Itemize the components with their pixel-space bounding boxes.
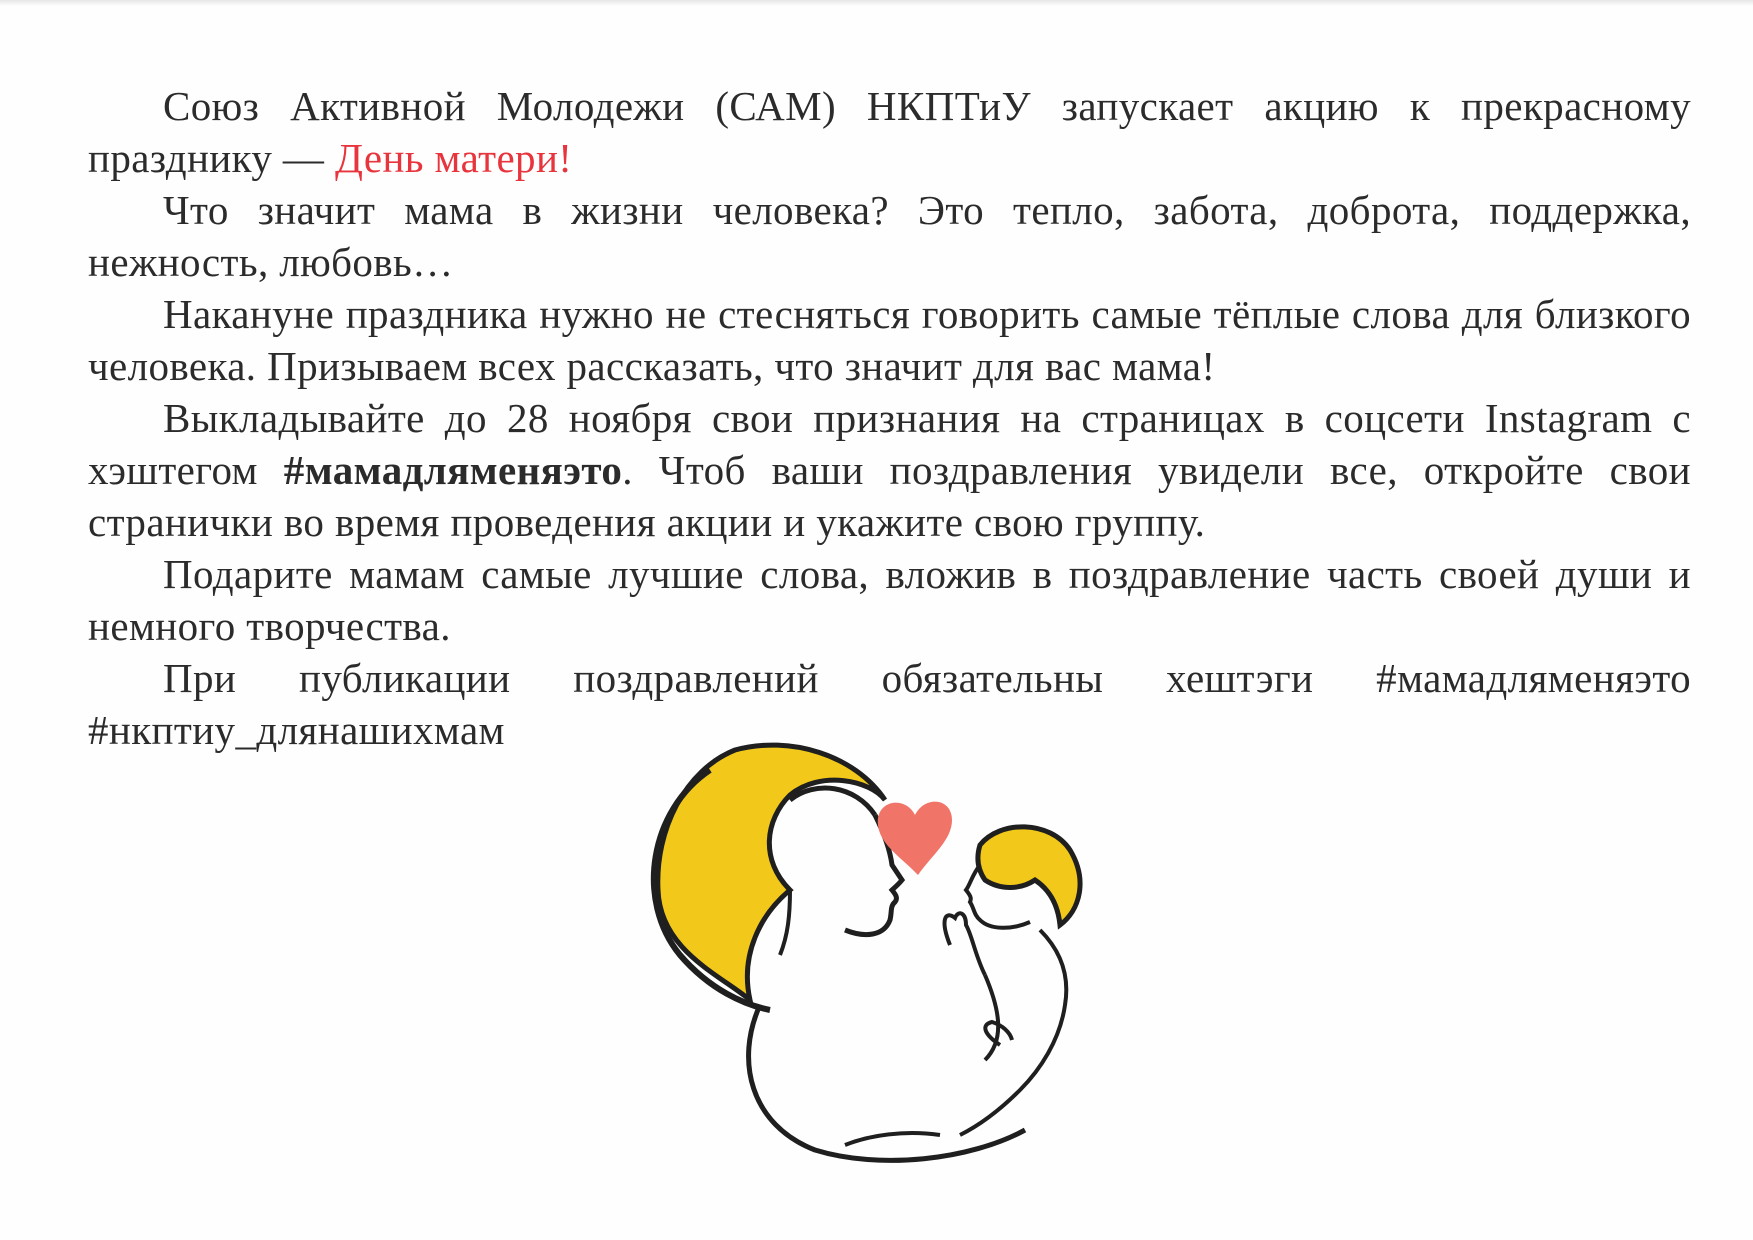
paragraph-instructions (88, 392, 1691, 548)
mothers-day-highlight: День матери! (334, 135, 573, 181)
paragraph-intro (88, 80, 1691, 184)
child-raised-hand (945, 913, 985, 975)
instructions-text-before: Выкладывайте до 28 ноября свои признания на страницах в соцсети Instagram с хэштегом (88, 395, 1691, 493)
heart-icon (878, 802, 952, 875)
scan-edge (0, 0, 1753, 6)
mother-hand (845, 1133, 940, 1145)
paragraph-meaning: Что значит мама в жизни человека? Это тепло, забота, доброта, поддержка, нежность, любовь… (88, 187, 1691, 285)
paragraph-gift: Подарите мамам самые лучшие слова, вложив в поздравление часть своей души и немного творчества. (88, 551, 1691, 649)
intro-text: Союз Активной Молодежи (САМ) НКПТиУ запускает акцию к прекрасному празднику — (88, 83, 1691, 181)
paragraph-call: Накануне праздника нужно не стесняться говорить самые тёплые слова для близкого человека. Призываем всех рассказать, что значит для вас мама! (88, 291, 1691, 389)
hashtag-bold: #мамадляменяэто (283, 447, 623, 493)
paragraph-hashtags: При публикации поздравлений обязательны хештэги #мамадляменяэто #нкптиу_длянашихмам (88, 655, 1691, 753)
child-body (960, 930, 1066, 1135)
announcement-text (88, 80, 1691, 756)
child-hair (978, 827, 1080, 925)
mother-and-child-illustration (640, 740, 1160, 1180)
child-belly (985, 975, 998, 1060)
mother-hair-inner-stroke (790, 788, 875, 815)
instructions-text-after: . Чтоб ваши поздравления увидели все, откройте свои странички во время проведения акции и укажите свою группу. (88, 447, 1691, 545)
